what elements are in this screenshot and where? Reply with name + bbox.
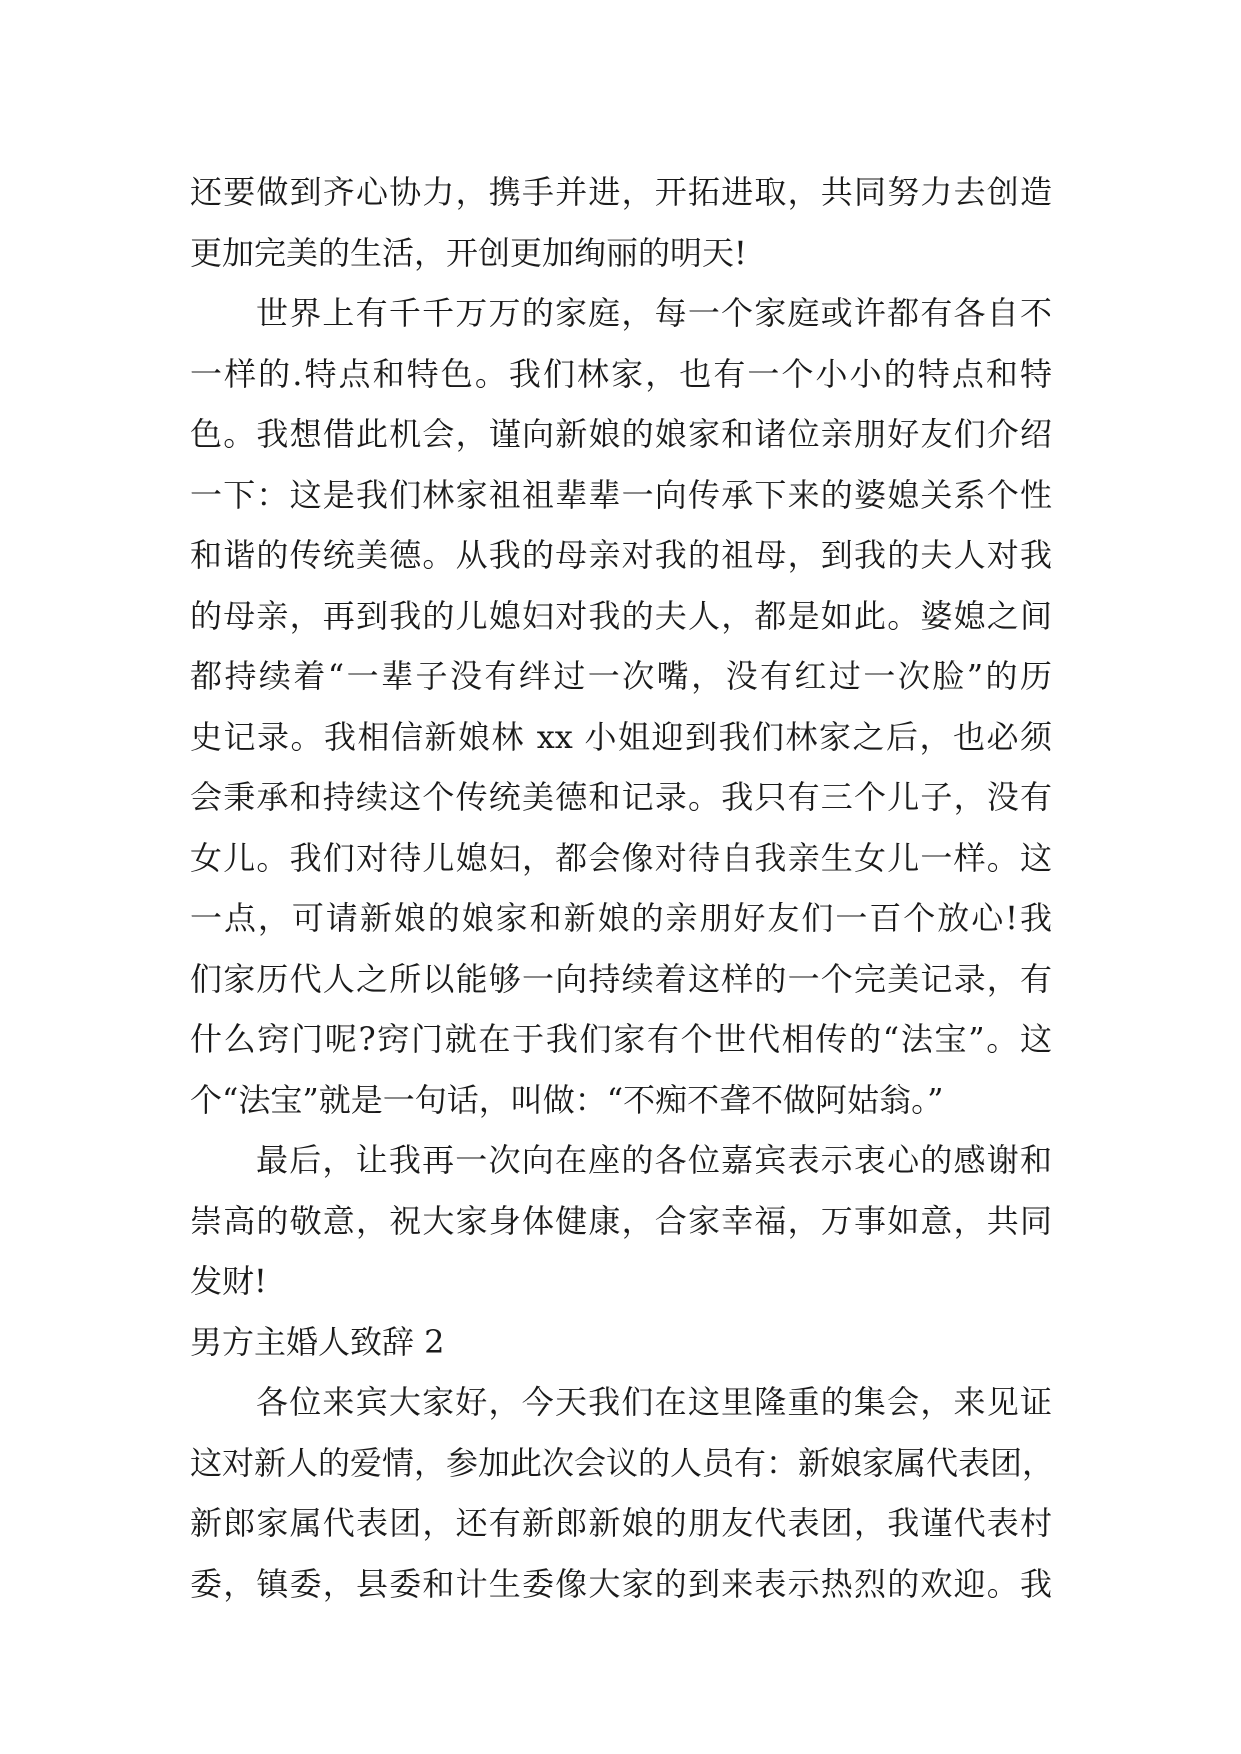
text-line: 都持续着“一辈子没有绊过一次嘴，没有红过一次脸”的历 <box>190 657 1052 695</box>
text-line: 一下：这是我们林家祖祖辈辈一向传承下来的婆媳关系个性 <box>190 475 1052 514</box>
body-text <box>190 162 1055 1614</box>
text-line: 新郎家属代表团，还有新郎新娘的朋友代表团，我谨代表村 <box>190 1504 1052 1542</box>
text-line: 男方主婚人致辞 2 <box>190 1322 445 1361</box>
text-line: 一点，可请新娘的娘家和新娘的亲朋好友们一百个放心!我 <box>190 899 1052 937</box>
text-line: 们家历代人之所以能够一向持续着这样的一个完美记录，有 <box>190 959 1052 998</box>
text-line: 史记录。我相信新娘林 xx 小姐迎到我们林家之后，也必须 <box>190 717 1052 756</box>
paragraph-first-line: 各位来宾大家好，今天我们在这里隆重的集会，来见证 <box>256 1383 1052 1421</box>
text-line: 和谐的传统美德。从我的母亲对我的祖母，到我的夫人对我 <box>190 536 1052 574</box>
text-line: 女儿。我们对待儿媳妇，都会像对待自我亲生女儿一样。这 <box>190 838 1052 877</box>
text-line: 这对新人的爱情，参加此次会议的人员有：新娘家属代表团， <box>190 1443 1055 1482</box>
text-line: 的母亲，再到我的儿媳妇对我的夫人，都是如此。婆媳之间 <box>190 596 1052 635</box>
paragraph-first-line: 最后，让我再一次向在座的各位嘉宾表示衷心的感谢和 <box>256 1141 1052 1179</box>
text-line: 更加完美的生活，开创更加绚丽的明天! <box>190 233 747 272</box>
text-line: 一样的.特点和特色。我们林家，也有一个小小的特点和特 <box>190 354 1052 393</box>
text-line: 什么窍门呢?窍门就在于我们家有个世代相传的“法宝”。这 <box>190 1020 1052 1058</box>
text-line: 色。我想借此机会，谨向新娘的娘家和诸位亲朋好友们介绍 <box>190 415 1052 453</box>
text-line: 还要做到齐心协力，携手并进，开拓进取，共同努力去创造 <box>190 173 1052 211</box>
text-line: 崇高的敬意，祝大家身体健康，合家幸福，万事如意，共同 <box>190 1201 1052 1240</box>
text-line: 个“法宝”就是一句话，叫做：“不痴不聋不做阿姑翁。” <box>190 1080 944 1119</box>
text-line: 发财! <box>190 1262 267 1300</box>
paragraph-first-line: 世界上有千千万万的家庭，每一个家庭或许都有各自不 <box>256 294 1052 332</box>
text-line: 会秉承和持续这个传统美德和记录。我只有三个儿子，没有 <box>190 778 1052 816</box>
text-line: 委，镇委，县委和计生委像大家的到来表示热烈的欢迎。我 <box>190 1564 1052 1603</box>
